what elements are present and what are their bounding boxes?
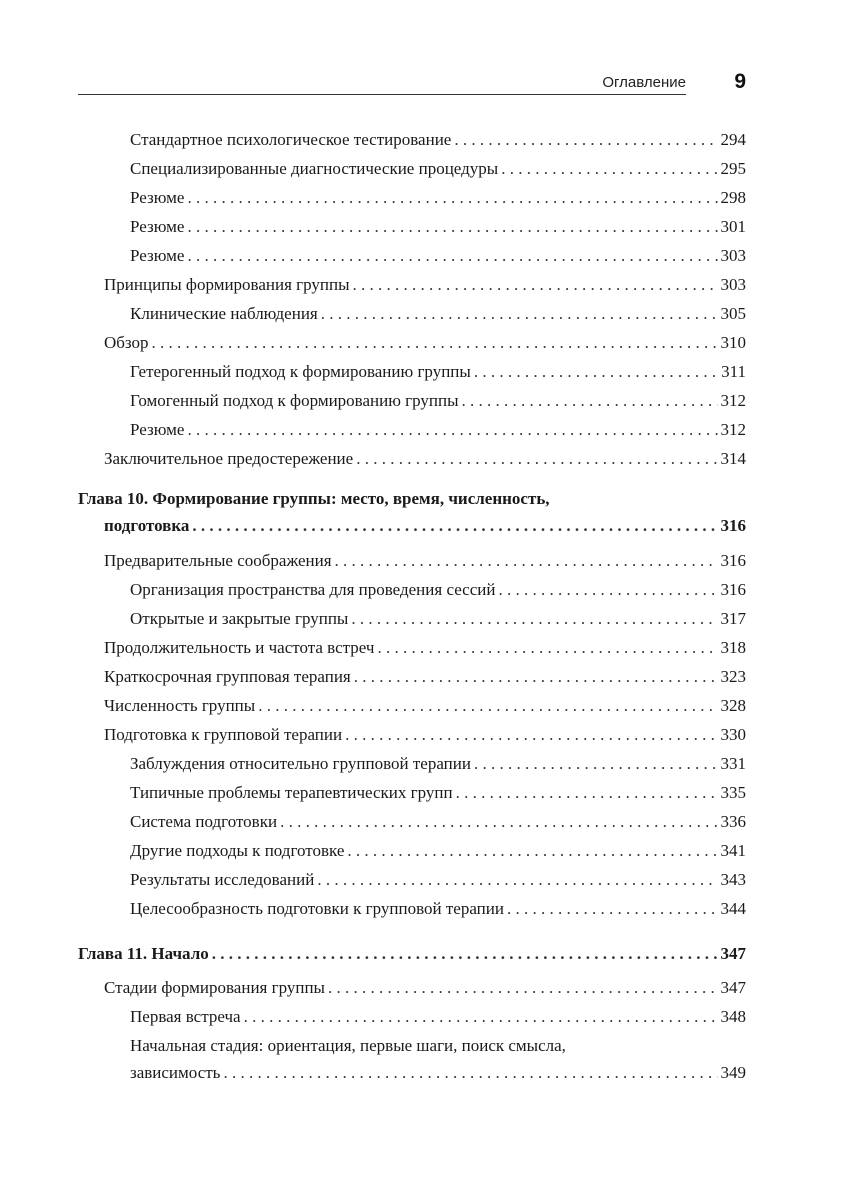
header-rule: [78, 94, 686, 95]
leader-dots: [223, 1058, 717, 1087]
toc-entry[interactable]: [78, 973, 746, 1002]
leader-dots: [353, 270, 718, 299]
toc-page-number: 316: [720, 551, 746, 570]
toc-page-number: 336: [720, 812, 746, 831]
toc-label: Стадии формирования группы: [104, 978, 325, 997]
toc-entry[interactable]: [78, 865, 746, 894]
chapter-10-title-line1: Глава 10. Формирование группы: место, время, численность,: [78, 489, 550, 508]
leader-dots: [351, 604, 717, 633]
toc-label: Клинические наблюдения: [130, 304, 318, 323]
toc-label: подготовка: [104, 516, 190, 535]
toc-entry-multiline[interactable]: [78, 1034, 746, 1087]
toc-entry[interactable]: [78, 125, 746, 154]
toc-entry[interactable]: [78, 299, 746, 328]
leader-dots: [347, 836, 717, 865]
leader-dots: [212, 939, 718, 968]
toc-entry[interactable]: [78, 546, 746, 575]
toc-label: Стандартное психологическое тестирование: [130, 130, 452, 149]
chapter-10-heading[interactable]: [78, 487, 746, 540]
toc-entry[interactable]: [78, 836, 746, 865]
toc-entry[interactable]: [78, 415, 746, 444]
toc-page-number: 341: [720, 841, 746, 860]
toc-entry-line1: Начальная стадия: ориентация, первые шаги, поиск смысла,: [130, 1036, 566, 1055]
leader-dots: [321, 299, 718, 328]
toc-entry[interactable]: [78, 212, 746, 241]
toc-section-a: [78, 125, 746, 473]
chapter-11-heading[interactable]: [78, 939, 746, 968]
leader-dots: [187, 241, 717, 270]
toc-page-number: 335: [720, 783, 746, 802]
leader-dots: [354, 662, 718, 691]
toc-page-number: 311: [721, 362, 746, 381]
toc-entry[interactable]: [78, 662, 746, 691]
leader-dots: [474, 357, 718, 386]
toc-page-number: 316: [720, 516, 746, 535]
leader-dots: [501, 154, 717, 183]
toc-entry-line2: [78, 1058, 746, 1087]
toc-page-number: 347: [720, 944, 746, 963]
toc-label: Глава 11. Начало: [78, 944, 209, 963]
leader-dots: [328, 973, 718, 1002]
toc-label: Результаты исследований: [130, 870, 315, 889]
toc-entry[interactable]: [78, 575, 746, 604]
toc-label: Открытые и закрытые группы: [130, 609, 349, 628]
toc-entry[interactable]: [78, 778, 746, 807]
leader-dots: [152, 328, 718, 357]
leader-dots: [456, 778, 718, 807]
leader-dots: [317, 865, 717, 894]
toc-entry[interactable]: [78, 633, 746, 662]
toc-entry[interactable]: [78, 444, 746, 473]
toc-section-c: [78, 973, 746, 1031]
toc-page-number: 331: [720, 754, 746, 773]
toc-label: Система подготовки: [130, 812, 278, 831]
toc-page-number: 348: [720, 1007, 746, 1026]
toc-page-number: 347: [720, 978, 746, 997]
toc-label: Подготовка к групповой терапии: [104, 725, 343, 744]
leader-dots: [462, 386, 718, 415]
toc-page-number: 330: [720, 725, 746, 744]
toc-entry[interactable]: [78, 604, 746, 633]
leader-dots: [244, 1002, 718, 1031]
toc-label: Резюме: [130, 217, 185, 236]
toc-page-number: 344: [720, 899, 746, 918]
toc-page-number: 305: [720, 304, 746, 323]
toc-entry[interactable]: [78, 1002, 746, 1031]
leader-dots: [187, 183, 717, 212]
toc-entry[interactable]: [78, 720, 746, 749]
toc-label: Гомогенный подход к формированию группы: [130, 391, 459, 410]
toc-entry[interactable]: [78, 894, 746, 923]
toc-entry[interactable]: [78, 691, 746, 720]
toc-entry[interactable]: [78, 807, 746, 836]
toc-label: Продолжительность и частота встреч: [104, 638, 375, 657]
toc-label: Заключительное предостережение: [104, 449, 354, 468]
toc-label: Резюме: [130, 188, 185, 207]
toc-label: Первая встреча: [130, 1007, 241, 1026]
toc-label: Численность группы: [104, 696, 256, 715]
toc-page-number: 312: [720, 420, 746, 439]
toc-label: зависимость: [130, 1063, 221, 1082]
table-of-contents: [78, 125, 746, 1087]
toc-page-number: 295: [720, 159, 746, 178]
toc-page-number: 294: [720, 130, 746, 149]
running-header: [78, 72, 748, 98]
leader-dots: [498, 575, 717, 604]
toc-page-number: 349: [720, 1063, 746, 1082]
leader-dots: [507, 894, 718, 923]
leader-dots: [377, 633, 717, 662]
toc-entry[interactable]: [78, 328, 746, 357]
toc-label: Организация пространства для проведения сессий: [130, 580, 496, 599]
toc-entry[interactable]: [78, 183, 746, 212]
toc-entry[interactable]: [78, 154, 746, 183]
toc-label: Специализированные диагностические процедуры: [130, 159, 499, 178]
toc-entry[interactable]: [78, 386, 746, 415]
toc-label: Гетерогенный подход к формированию группы: [130, 362, 471, 381]
toc-label: Заблуждения относительно групповой терапии: [130, 754, 471, 773]
toc-page-number: 314: [720, 449, 746, 468]
toc-page-number: 317: [720, 609, 746, 628]
toc-page-number: 298: [720, 188, 746, 207]
toc-entry[interactable]: [78, 357, 746, 386]
page-number: 9: [734, 70, 746, 93]
toc-page-number: 316: [720, 580, 746, 599]
toc-page-number: 328: [720, 696, 746, 715]
toc-entry[interactable]: [78, 749, 746, 778]
toc-page-number: 301: [720, 217, 746, 236]
leader-dots: [187, 212, 717, 241]
toc-page-number: 323: [720, 667, 746, 686]
toc-page-number: 310: [720, 333, 746, 352]
leader-dots: [454, 125, 717, 154]
toc-page-number: 312: [720, 391, 746, 410]
leader-dots: [345, 720, 717, 749]
toc-label: Другие подходы к подготовке: [130, 841, 345, 860]
leader-dots: [187, 415, 717, 444]
toc-label: Резюме: [130, 246, 185, 265]
leader-dots: [258, 691, 717, 720]
toc-label: Целесообразность подготовки к групповой терапии: [130, 899, 504, 918]
toc-label: Резюме: [130, 420, 185, 439]
running-header-title: Оглавление: [602, 74, 686, 91]
leader-dots: [474, 749, 718, 778]
leader-dots: [335, 546, 718, 575]
toc-section-b: [78, 546, 746, 923]
toc-label: Принципы формирования группы: [104, 275, 350, 294]
toc-label: Предварительные соображения: [104, 551, 332, 570]
toc-entry[interactable]: [78, 270, 746, 299]
toc-page-number: 343: [720, 870, 746, 889]
chapter-10-title-line2: [78, 511, 746, 540]
toc-page-number: 303: [720, 246, 746, 265]
leader-dots: [356, 444, 717, 473]
toc-label: Типичные проблемы терапевтических групп: [130, 783, 453, 802]
toc-page-number: 318: [720, 638, 746, 657]
toc-label: Обзор: [104, 333, 149, 352]
toc-page-number: 303: [720, 275, 746, 294]
leader-dots: [280, 807, 717, 836]
leader-dots: [192, 511, 717, 540]
toc-label: Краткосрочная групповая терапия: [104, 667, 351, 686]
toc-entry[interactable]: [78, 241, 746, 270]
